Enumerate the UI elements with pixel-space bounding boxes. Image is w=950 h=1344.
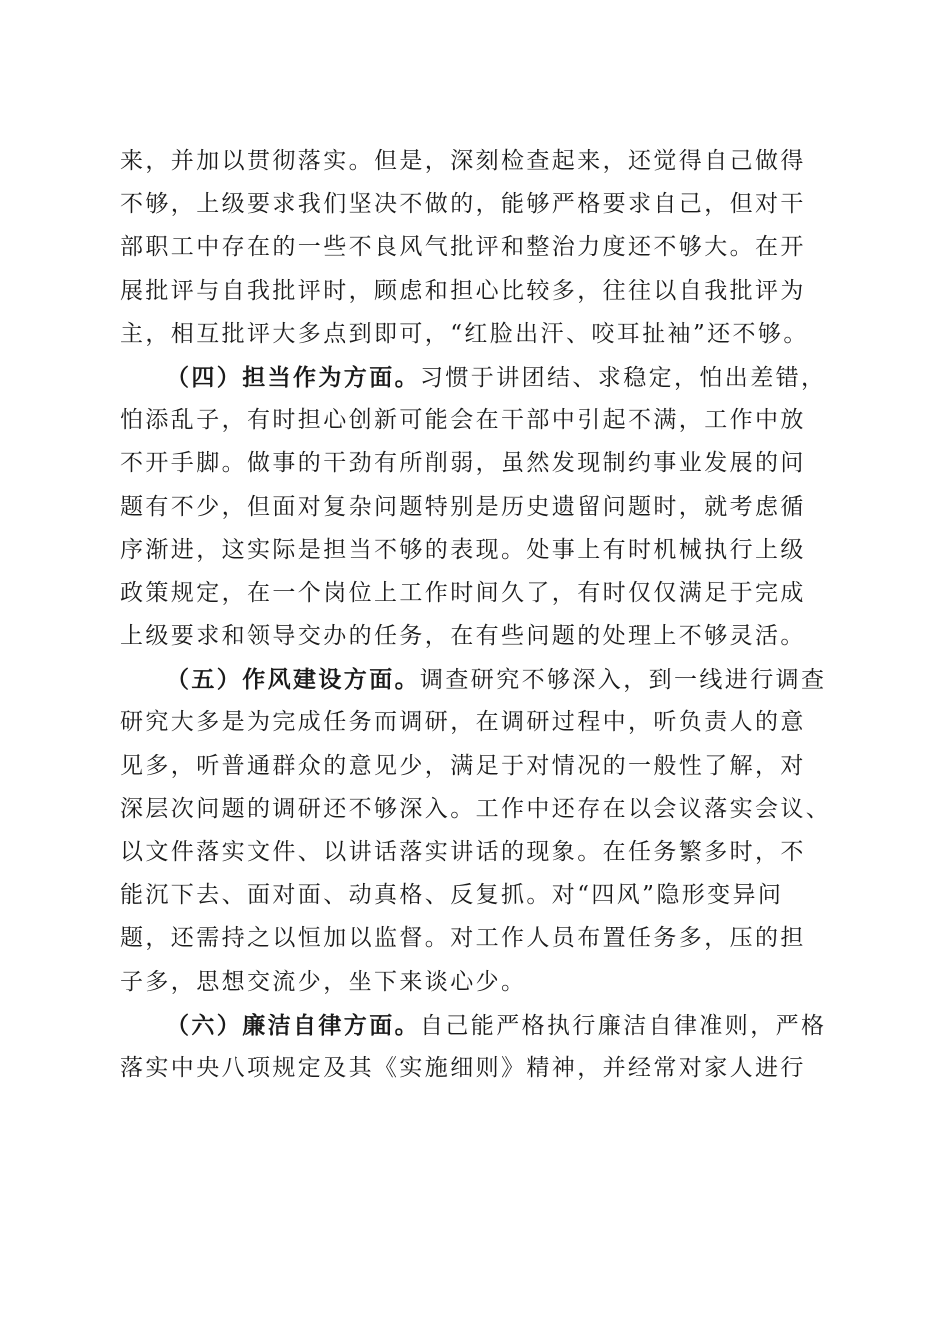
text-line: 深层次问题的调研还不够深入。工作中还存在以会议落实会议、 bbox=[120, 795, 832, 822]
paragraph-6-first-line bbox=[120, 1004, 830, 1047]
text-line: 落实中央八项规定及其《实施细则》精神，并经常对家人进行 bbox=[120, 1054, 806, 1081]
text-line: 题有不少，但面对复杂问题特别是历史遗留问题时，就考虑循 bbox=[120, 493, 806, 520]
paragraph-5-first-line bbox=[120, 658, 830, 701]
text-span: 调查研究不够深入，到一线进行调查 bbox=[420, 667, 827, 694]
section-heading-4: （四）担当作为方面。 bbox=[166, 363, 420, 391]
text-span: 习惯于讲团结、求稳定，怕出差错， bbox=[420, 364, 827, 391]
text-line: 不够，上级要求我们坚决不做的，能够严格要求自己，但对干 bbox=[120, 191, 806, 218]
text-line: 上级要求和领导交办的任务，在有些问题的处理上不够灵活。 bbox=[120, 623, 806, 650]
text-line: 部职工中存在的一些不良风气批评和整治力度还不够大。在开 bbox=[120, 234, 806, 261]
text-line: 政策规定，在一个岗位上工作时间久了，有时仅仅满足于完成 bbox=[120, 579, 806, 606]
text-line: 来，并加以贯彻落实。但是，深刻检查起来，还觉得自己做得 bbox=[120, 148, 806, 174]
document-body bbox=[120, 140, 830, 1090]
section-heading-5: （五）作风建设方面。 bbox=[166, 666, 420, 694]
text-line: 研究大多是为完成任务而调研，在调研过程中，听负责人的意 bbox=[120, 709, 806, 736]
text-line: 展批评与自我批评时，顾虑和担心比较多，往往以自我批评为 bbox=[120, 277, 806, 304]
section-heading-6: （六）廉洁自律方面。 bbox=[166, 1011, 420, 1039]
text-line: 能沉下去、面对面、动真格、反复抓。对“四风”隐形变异问 bbox=[120, 882, 784, 909]
text-line: 以文件落实文件、以讲话落实讲话的现象。在任务繁多时，不 bbox=[120, 839, 806, 865]
text-line: 子多，思想交流少，坐下来谈心少。 bbox=[120, 968, 527, 995]
text-line: 怕添乱子，有时担心创新可能会在干部中引起不满，工作中放 bbox=[120, 407, 806, 434]
text-line: 主，相互批评大多点到即可，“红脸出汗、咬耳扯袖”还不够。 bbox=[120, 320, 809, 347]
text-line: 序渐进，这实际是担当不够的表现。处事上有时机械执行上级 bbox=[120, 536, 806, 563]
text-line: 见多，听普通群众的意见少，满足于对情况的一般性了解，对 bbox=[120, 752, 806, 779]
text-line: 题，还需持之以恒加以监督。对工作人员布置任务多，压的担 bbox=[120, 925, 806, 952]
text-span: 自己能严格执行廉洁自律准则，严格 bbox=[420, 1012, 827, 1039]
text-line: 不开手脚。做事的干劲有所削弱，虽然发现制约事业发展的问 bbox=[120, 450, 806, 477]
paragraph-4-first-line bbox=[120, 356, 830, 399]
